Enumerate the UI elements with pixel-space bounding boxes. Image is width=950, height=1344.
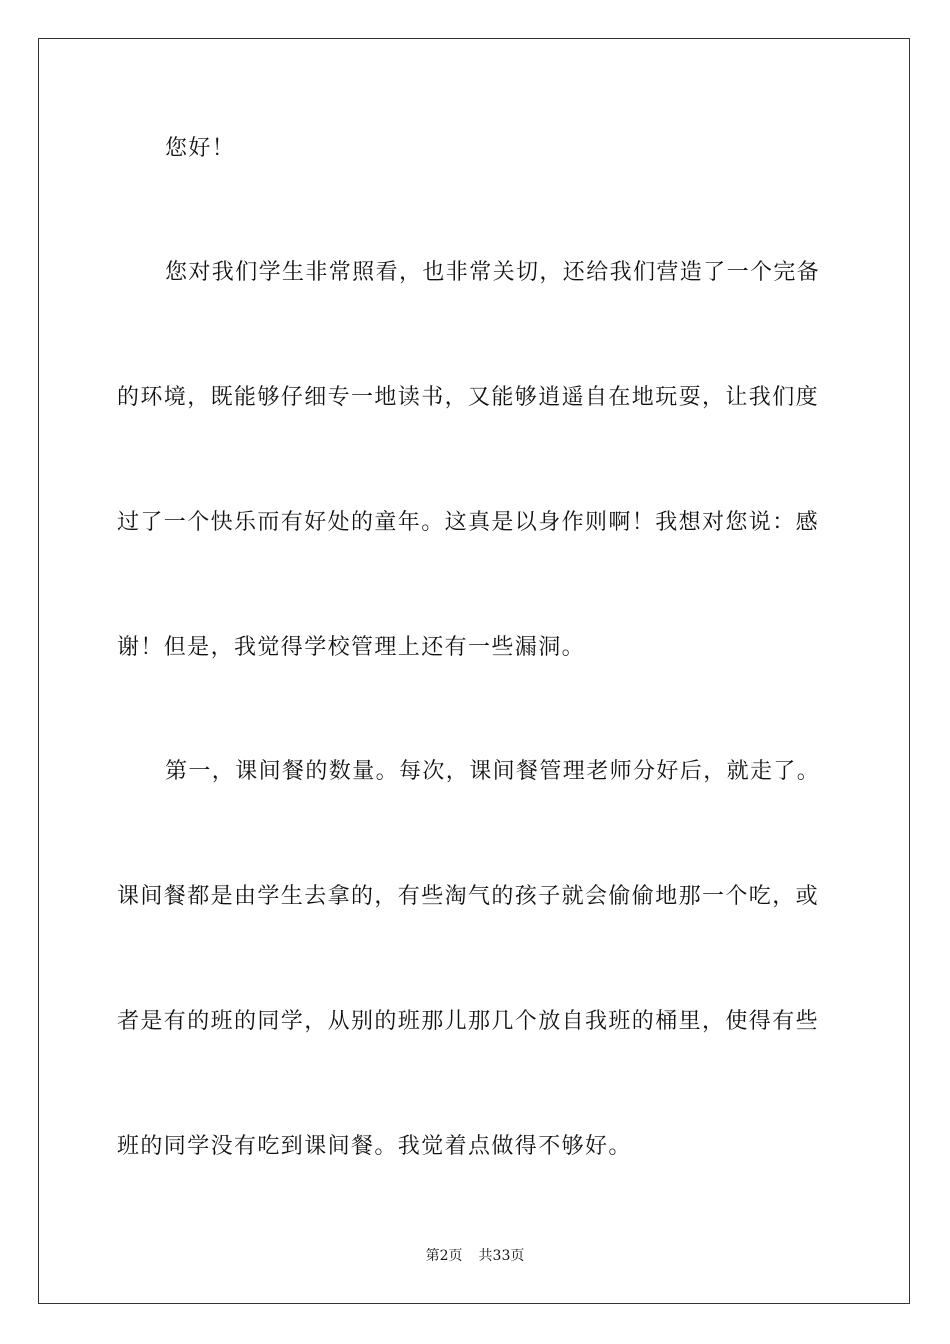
paragraph-line: 第一，课间餐的数量。每次，课间餐管理老师分好后，就走了。 (165, 759, 821, 784)
page-number: 第2页 (425, 1248, 463, 1264)
paragraph-line: 班的同学没有吃到课间餐。我觉着点做得不够好。 (117, 1134, 632, 1159)
paragraph-line: 课间餐都是由学生去拿的，有些淘气的孩子就会偷偷地那一个吃，或 (117, 884, 820, 909)
page-border (38, 38, 910, 1304)
paragraph-line: 您对我们学生非常照看，也非常关切，还给我们营造了一个完备 (165, 260, 821, 285)
paragraph-line: 谢！但是，我觉得学校管理上还有一些漏洞。 (117, 635, 586, 660)
greeting-line: 您好！ (165, 136, 236, 161)
page-footer (0, 1247, 950, 1265)
paragraph-line: 的环境，既能够仔细专一地读书，又能够逍遥自在地玩耍，让我们度 (117, 385, 820, 410)
paragraph-line: 过了一个快乐而有好处的童年。这真是以身作则啊！我想对您说：感 (117, 510, 820, 535)
paragraph-line: 者是有的班的同学，从别的班那儿那几个放自我班的桶里，使得有些 (117, 1009, 820, 1034)
page-total: 共33页 (478, 1248, 525, 1264)
